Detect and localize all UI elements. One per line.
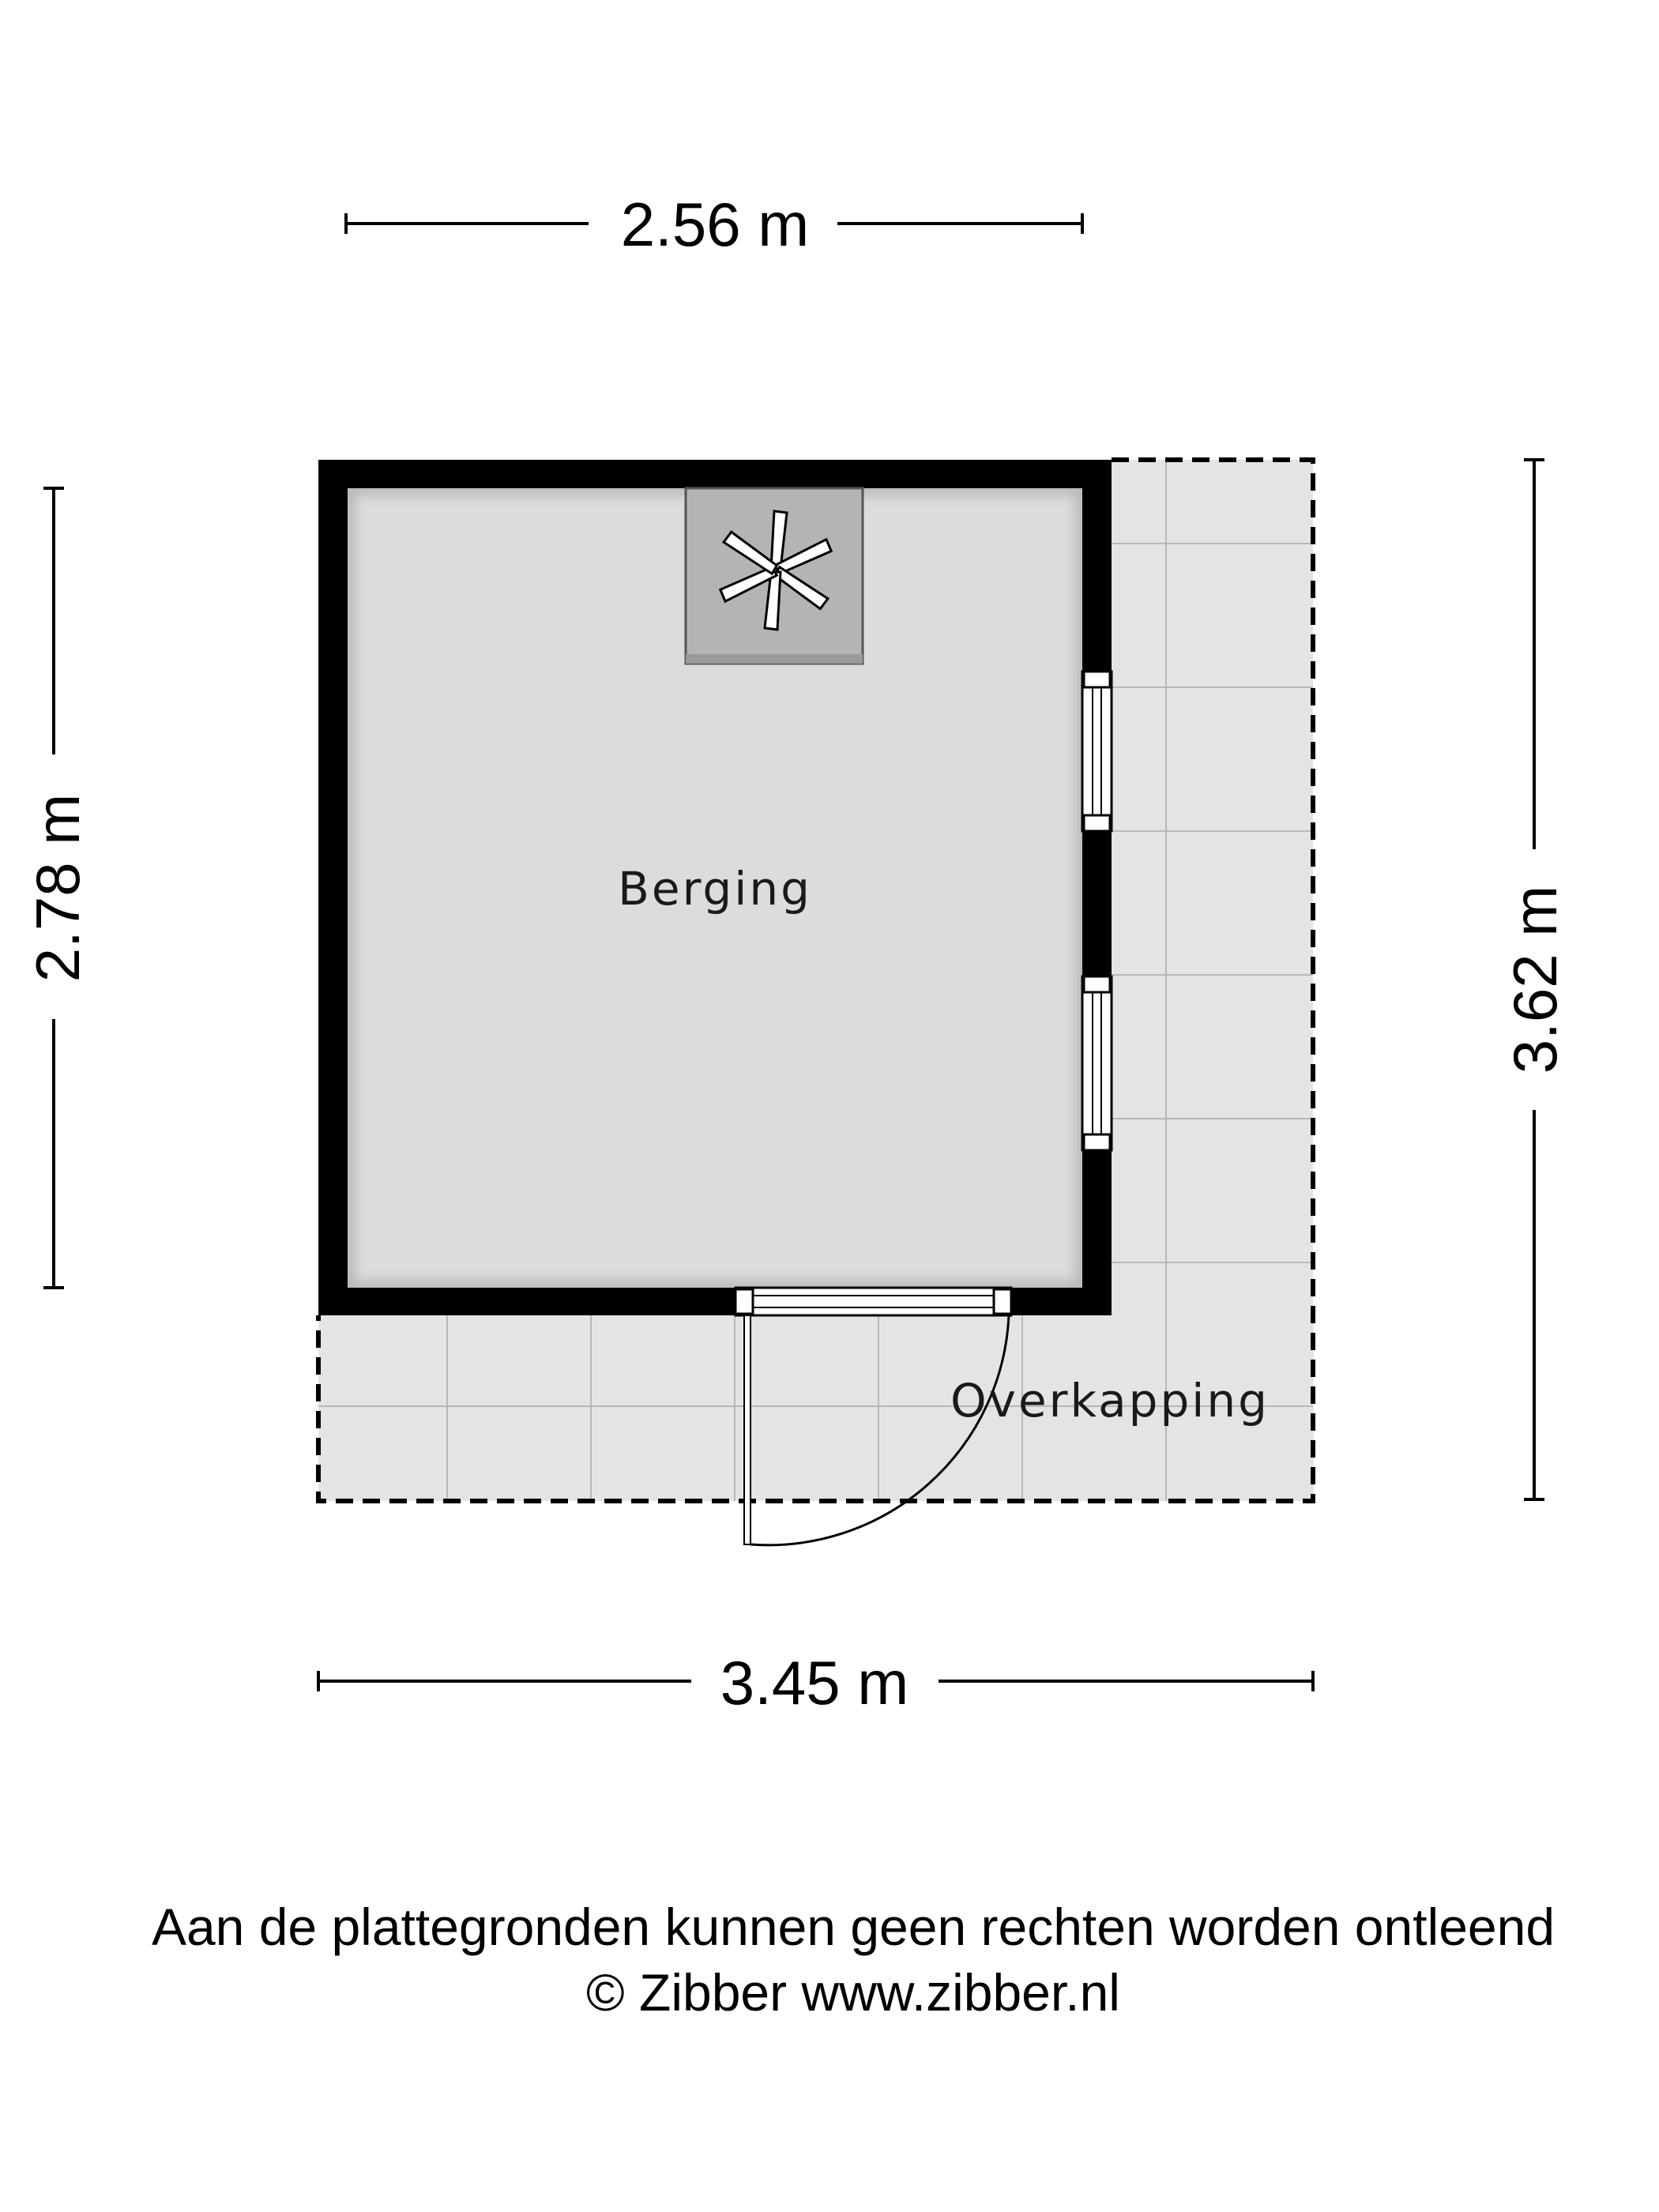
room-label-canopy: Overkapping [950, 1374, 1270, 1428]
dimension-left-label: 2.78 m [23, 793, 92, 983]
dimension-top-label: 2.56 m [620, 190, 810, 259]
footer-disclaimer: Aan de plattegronden kunnen geen rechten worden ontleend [151, 1898, 1556, 1956]
wall-top [318, 460, 1112, 488]
door-leaf [744, 1315, 750, 1544]
wall-bottom-left [318, 1288, 735, 1315]
window-lower [1082, 976, 1112, 1150]
wall-right-1 [1082, 460, 1112, 672]
wall-left [318, 460, 348, 1315]
wall-right-3 [1082, 1150, 1112, 1315]
wall-right-2 [1082, 831, 1112, 976]
dimension-right-label: 3.62 m [1500, 885, 1570, 1074]
room-label-storage: Berging [618, 862, 812, 916]
dimension-bottom-label: 3.45 m [720, 1648, 909, 1717]
stove-block [686, 488, 863, 664]
footer-copyright: © Zibber www.zibber.nl [586, 1963, 1120, 2022]
window-upper [1082, 672, 1112, 831]
